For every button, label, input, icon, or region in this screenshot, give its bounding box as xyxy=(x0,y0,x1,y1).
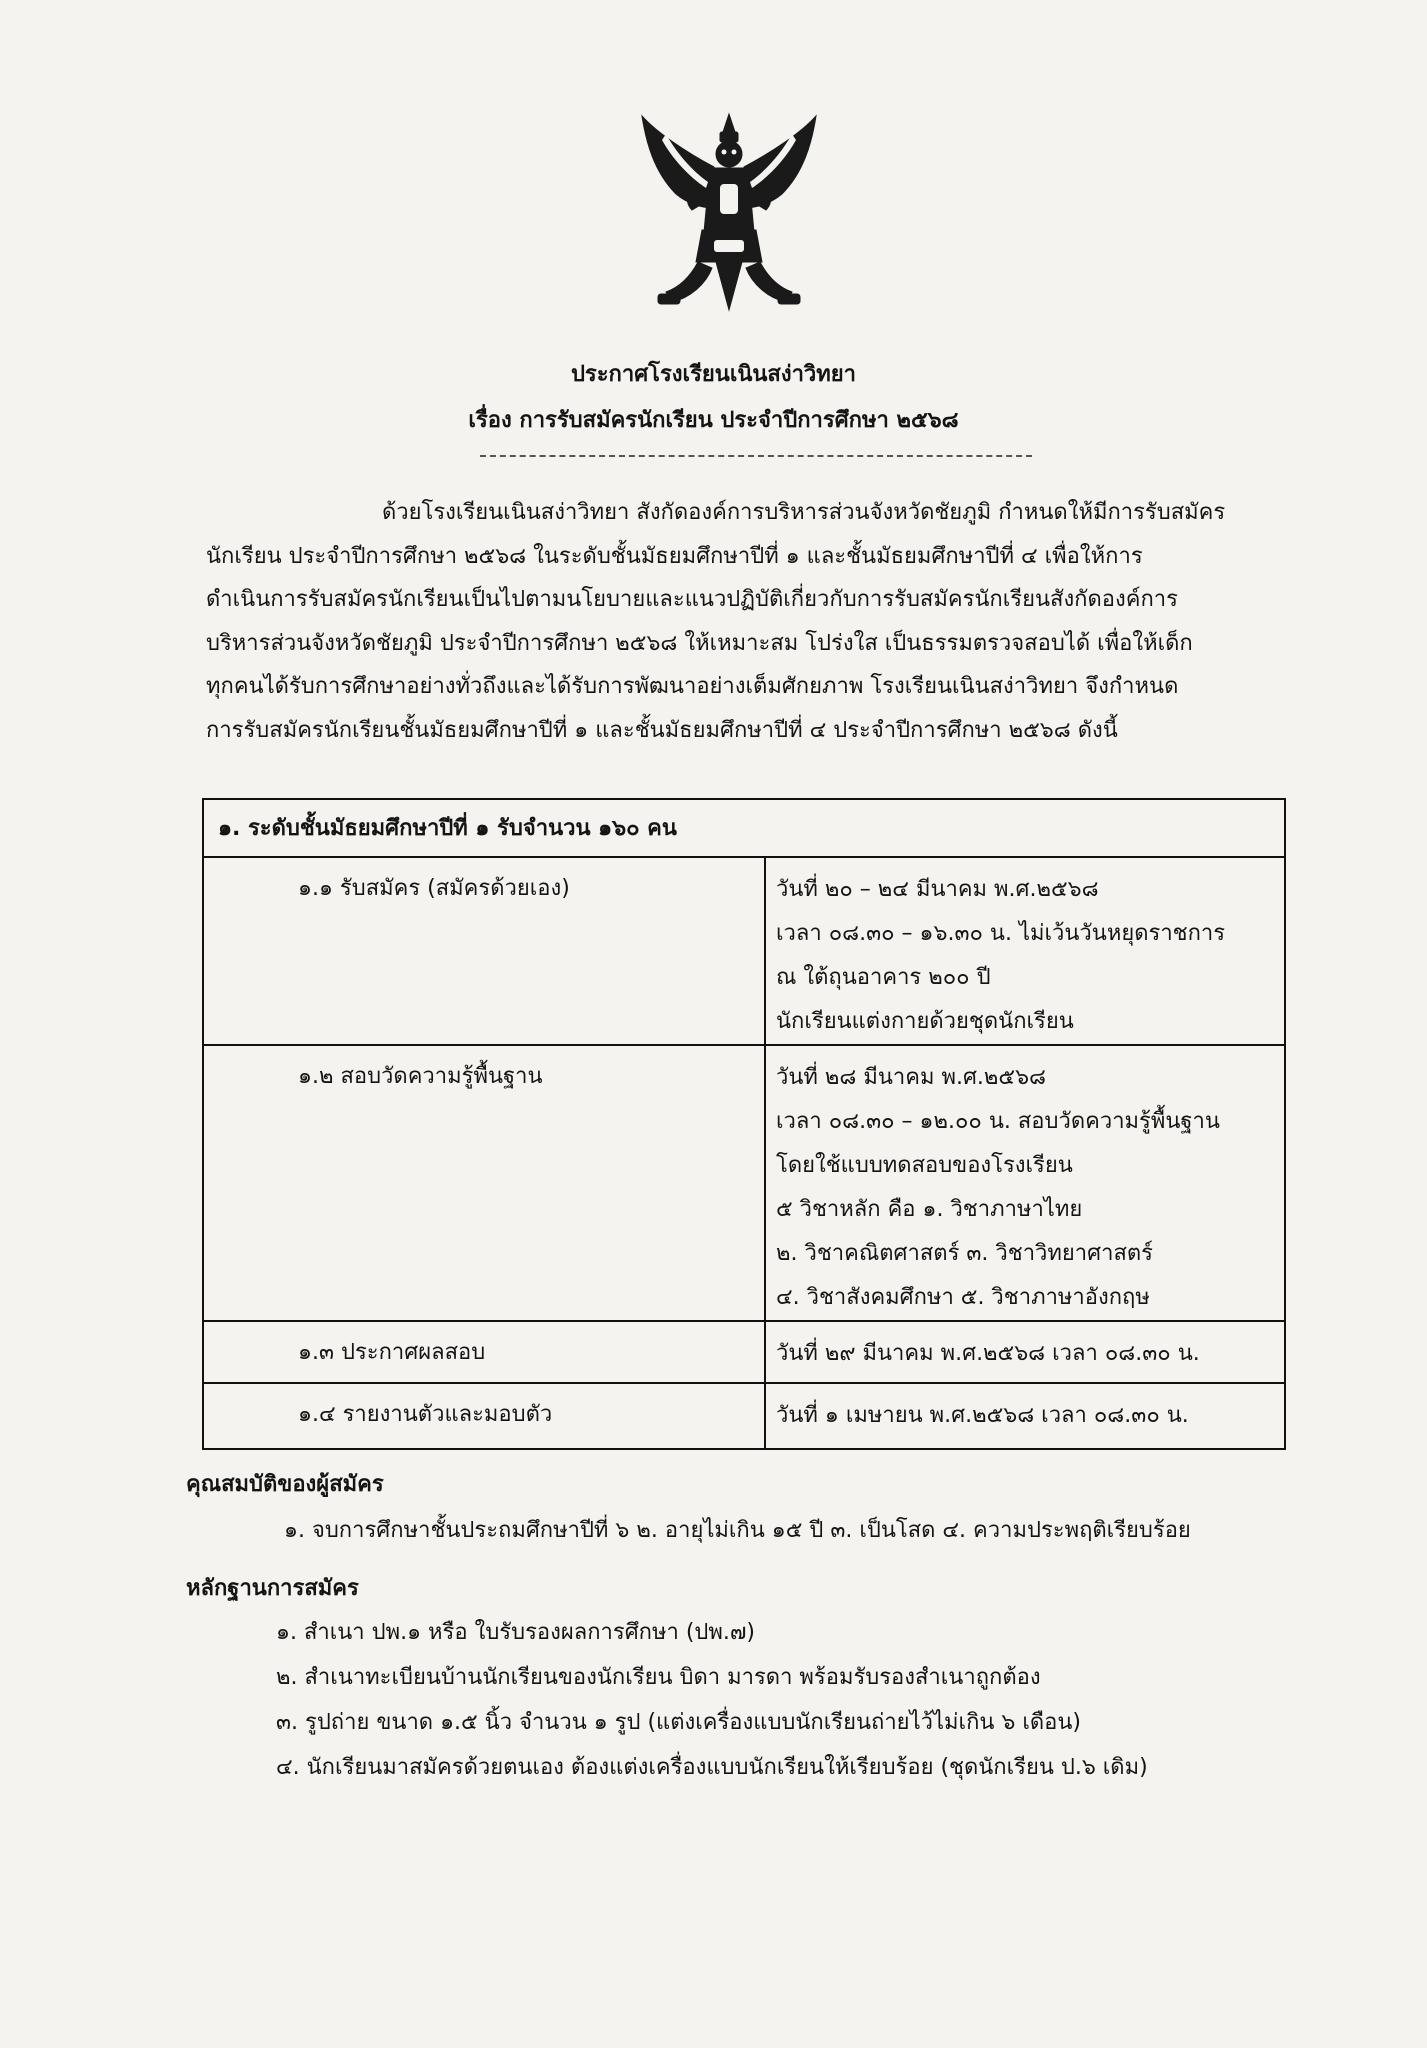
row-label: ๑.๒ สอบวัดความรู้พื้นฐาน xyxy=(203,1045,765,1321)
detail-line: โดยใช้แบบทดสอบของโรงเรียน xyxy=(776,1153,1073,1178)
detail-line: วันที่ ๒๘ มีนาคม พ.ศ.๒๕๖๘ xyxy=(776,1065,1047,1090)
detail-line: ณ ใต้ถุนอาคาร ๒๐๐ ปี xyxy=(776,965,991,990)
announcement-subject: เรื่อง การรับสมัครนักเรียน ประจำปีการศึกษา ๒๕๖๘ xyxy=(468,408,959,433)
detail-line: นักเรียนแต่งกายด้วยชุดนักเรียน xyxy=(776,1009,1074,1034)
row-details xyxy=(765,1321,1285,1383)
detail-line: วันที่ ๑ เมษายน พ.ศ.๒๕๖๘ เวลา ๐๘.๓๐ น. xyxy=(776,1403,1189,1428)
row-details xyxy=(765,857,1285,1045)
list-item: ๔. นักเรียนมาสมัครด้วยตนเอง ต้องแต่งเครื่องแบบนักเรียนให้เรียบร้อย (ชุดนักเรียน ป.๖ เดิม) xyxy=(276,1755,1148,1780)
intro-line: ดำเนินการรับสมัครนักเรียนเป็นไปตามนโยบายและแนวปฏิบัติเกี่ยวกับการรับสมัครนักเรียนสังกัดองค์การ xyxy=(206,587,1178,612)
table-row xyxy=(203,1383,1285,1449)
detail-line: วันที่ ๒๐ – ๒๔ มีนาคม พ.ศ.๒๕๖๘ xyxy=(776,877,1099,902)
row-details xyxy=(765,1045,1285,1321)
row-label: ๑.๔ รายงานตัวและมอบตัว xyxy=(203,1383,765,1449)
detail-line: วันที่ ๒๙ มีนาคม พ.ศ.๒๕๖๘ เวลา ๐๘.๓๐ น. xyxy=(776,1341,1200,1366)
dashed-divider xyxy=(480,455,1032,457)
garuda-emblem-icon xyxy=(636,112,822,312)
list-item: ๒. สำเนาทะเบียนบ้านนักเรียนของนักเรียน บิดา มารดา พร้อมรับรองสำเนาถูกต้อง xyxy=(276,1665,1041,1690)
list-item: ๓. รูปถ่าย ขนาด ๑.๕ นิ้ว จำนวน ๑ รูป (แต่งเครื่องแบบนักเรียนถ่ายไว้ไม่เกิน ๖ เดือน) xyxy=(276,1710,1082,1735)
table-row xyxy=(203,1321,1285,1383)
intro-paragraph xyxy=(206,491,1308,752)
qualifications-title: คุณสมบัติของผู้สมัคร xyxy=(186,1472,384,1497)
detail-line: เวลา ๐๘.๓๐ – ๑๖.๓๐ น. ไม่เว้นวันหยุดราชการ xyxy=(776,921,1226,946)
table-header-row xyxy=(203,799,1285,857)
intro-line: ทุกคนได้รับการศึกษาอย่างทั่วถึงและได้รับการพัฒนาอย่างเต็มศักยภาพ โรงเรียนเนินสง่าวิทยา จึงกำหนด xyxy=(206,674,1179,699)
table-row xyxy=(203,857,1285,1045)
schedule-table xyxy=(202,798,1286,1450)
detail-line: ๔. วิชาสังคมศึกษา ๕. วิชาภาษาอังกฤษ xyxy=(776,1285,1150,1310)
table-row xyxy=(203,1045,1285,1321)
qualifications-text: ๑. จบการศึกษาชั้นประถมศึกษาปีที่ ๖ ๒. อายุไม่เกิน ๑๕ ปี ๓. เป็นโสด ๔. ความประพฤติเรียบร้อย xyxy=(284,1518,1191,1543)
schedule-header: ๑. ระดับชั้นมัธยมศึกษาปีที่ ๑ รับจำนวน ๑๖๐ คน xyxy=(203,799,1285,857)
detail-line: ๕ วิชาหลัก คือ ๑. วิชาภาษาไทย xyxy=(776,1197,1083,1222)
announcement-title: ประกาศโรงเรียนเนินสง่าวิทยา xyxy=(570,362,857,387)
row-details xyxy=(765,1383,1285,1449)
intro-line: บริหารส่วนจังหวัดชัยภูมิ ประจำปีการศึกษา ๒๕๖๘ ให้เหมาะสม โปร่งใส เป็นธรรมตรวจสอบได้ เพื่อให้เด็ก xyxy=(206,630,1193,656)
detail-line: เวลา ๐๘.๓๐ – ๑๒.๐๐ น. สอบวัดความรู้พื้นฐาน xyxy=(776,1109,1220,1134)
row-label: ๑.๓ ประกาศผลสอบ xyxy=(203,1321,765,1383)
detail-line: ๒. วิชาคณิตศาสตร์ ๓. วิชาวิทยาศาสตร์ xyxy=(776,1241,1153,1266)
intro-line: การรับสมัครนักเรียนชั้นมัธยมศึกษาปีที่ ๑ และชั้นมัธยมศึกษาปีที่ ๔ ประจำปีการศึกษา ๒๕๖๘ ดังนี้ xyxy=(206,717,1118,743)
row-label: ๑.๑ รับสมัคร (สมัครด้วยเอง) xyxy=(203,857,765,1045)
intro-line: ด้วยโรงเรียนเนินสง่าวิทยา สังกัดองค์การบริหารส่วนจังหวัดชัยภูมิ กำหนดให้มีการรับสมัคร xyxy=(382,500,1226,525)
documents-title: หลักฐานการสมัคร xyxy=(186,1576,359,1601)
list-item: ๑. สำเนา ปพ.๑ หรือ ใบรับรองผลการศึกษา (ปพ.๗) xyxy=(276,1620,756,1645)
intro-line: นักเรียน ประจำปีการศึกษา ๒๕๖๘ ในระดับชั้นมัธยมศึกษาปีที่ ๑ และชั้นมัธยมศึกษาปีที่ ๔ เพื่อให้การ xyxy=(206,543,1143,569)
